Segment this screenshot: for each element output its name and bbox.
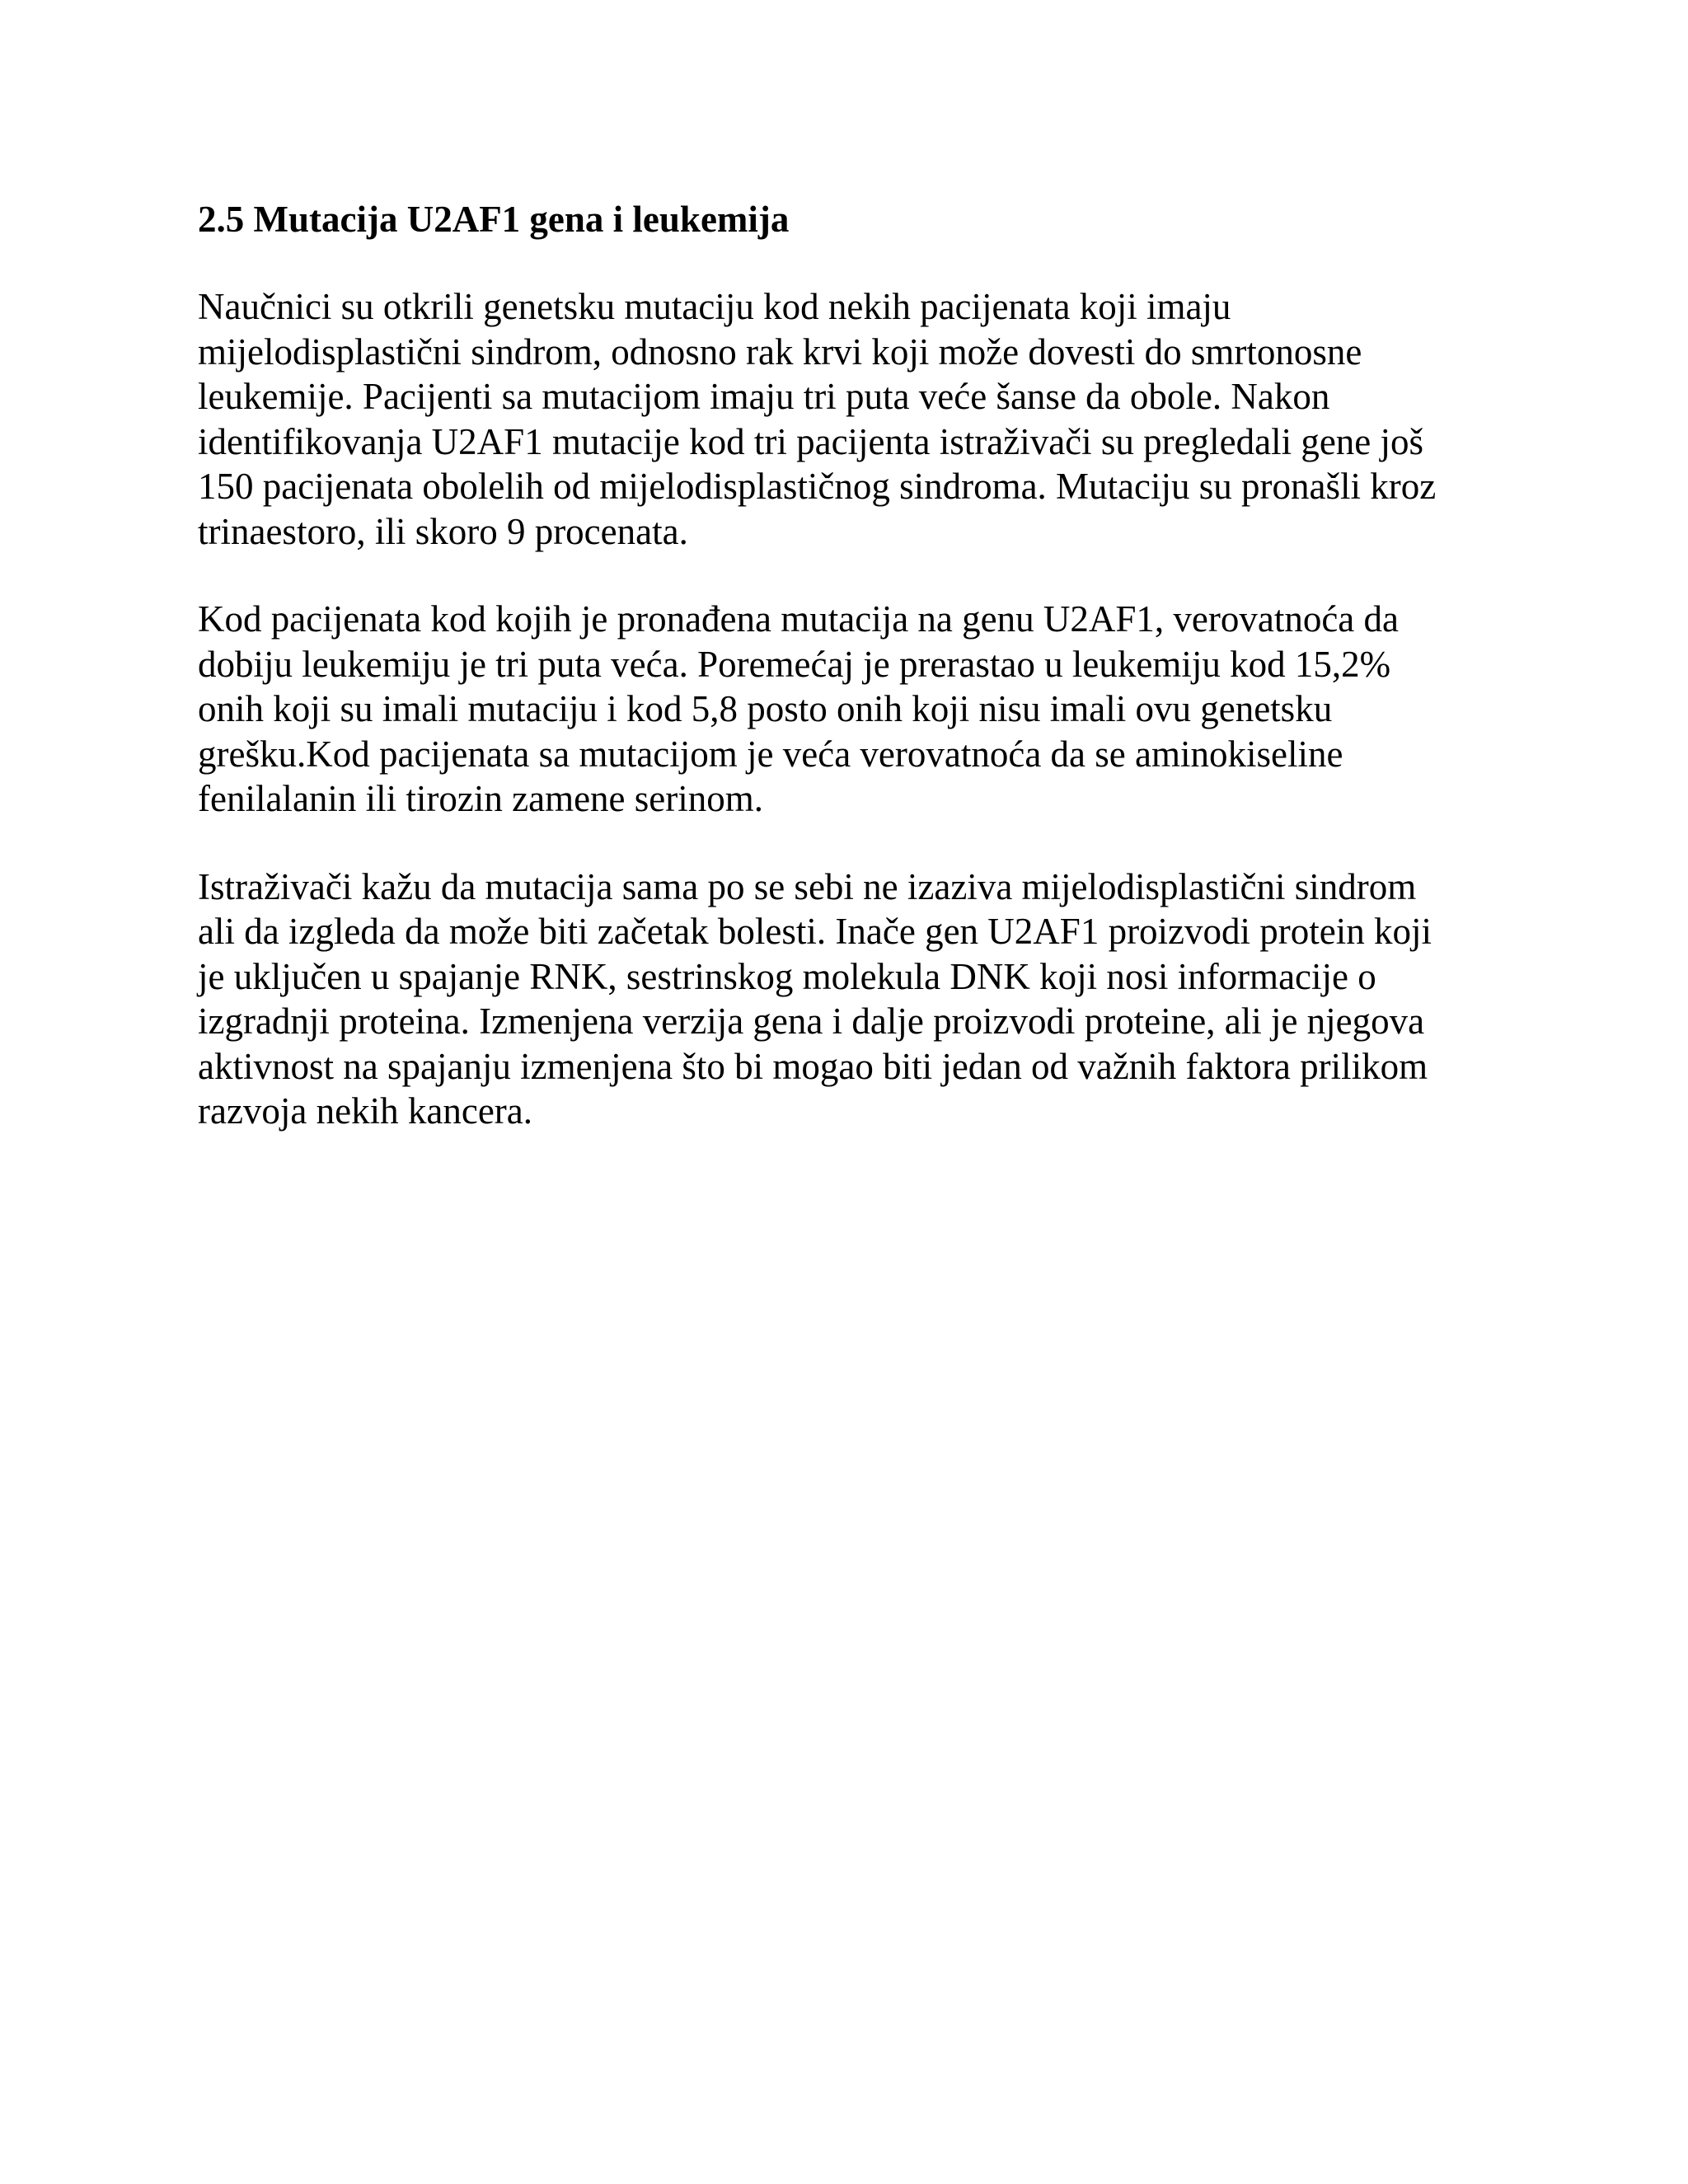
text-line: Naučnici su otkrili genetsku mutaciju kod nekih pacijenata koji imaju xyxy=(198,286,1231,327)
text-line: izgradnji proteina. Izmenjena verzija gena i dalje proizvodi proteine, ali je njegova xyxy=(198,1001,1425,1042)
text-line: identifikovanja U2AF1 mutacije kod tri pacijenta istraživači su pregledali gene još xyxy=(198,420,1424,462)
text-line: razvoja nekih kancera. xyxy=(198,1090,533,1132)
text-line: onih koji su imali mutaciju i kod 5,8 posto onih koji nisu imali ovu genetsku xyxy=(198,688,1333,729)
document-content xyxy=(198,196,1500,1177)
text-line: grešku.Kod pacijenata sa mutacijom je veća verovatnoća da se aminokiseline xyxy=(198,733,1343,775)
text-line: fenilalanin ili tirozin zamene serinom. xyxy=(198,778,764,819)
text-line: ali da izgleda da može biti začetak bolesti. Inače gen U2AF1 proizvodi protein koji xyxy=(198,911,1432,952)
paragraph-3 xyxy=(198,865,1500,1134)
text-line: 150 pacijenata obolelih od mijelodisplastičnog sindroma. Mutaciju su pronašli kroz xyxy=(198,466,1437,507)
paragraph-1 xyxy=(198,284,1500,554)
text-line: aktivnost na spajanju izmenjena što bi mogao biti jedan od važnih faktora prilikom xyxy=(198,1045,1428,1087)
text-line: Kod pacijenata kod kojih je pronađena mutacija na genu U2AF1, verovatnoća da xyxy=(198,598,1400,640)
text-line: mijelodisplastični sindrom, odnosno rak krvi koji može dovesti do smrtonosne xyxy=(198,330,1362,373)
text-line: leukemije. Pacijenti sa mutacijom imaju tri puta veće šanse da obole. Nakon xyxy=(198,376,1330,417)
text-line: je uključen u spajanje RNK, sestrinskog molekula DNK koji nosi informacije o xyxy=(198,955,1376,997)
text-line: Istraživači kažu da mutacija sama po se sebi ne izaziva mijelodisplastični sindrom xyxy=(198,865,1417,907)
text-line: trinaestoro, ili skoro 9 procenata. xyxy=(198,510,688,552)
section-heading: 2.5 Mutacija U2AF1 gena i leukemija xyxy=(198,199,790,240)
paragraph-2 xyxy=(198,597,1500,822)
text-line: dobiju leukemiju je tri puta veća. Poremećaj je prerastao u leukemiju kod 15,2% xyxy=(198,643,1391,685)
